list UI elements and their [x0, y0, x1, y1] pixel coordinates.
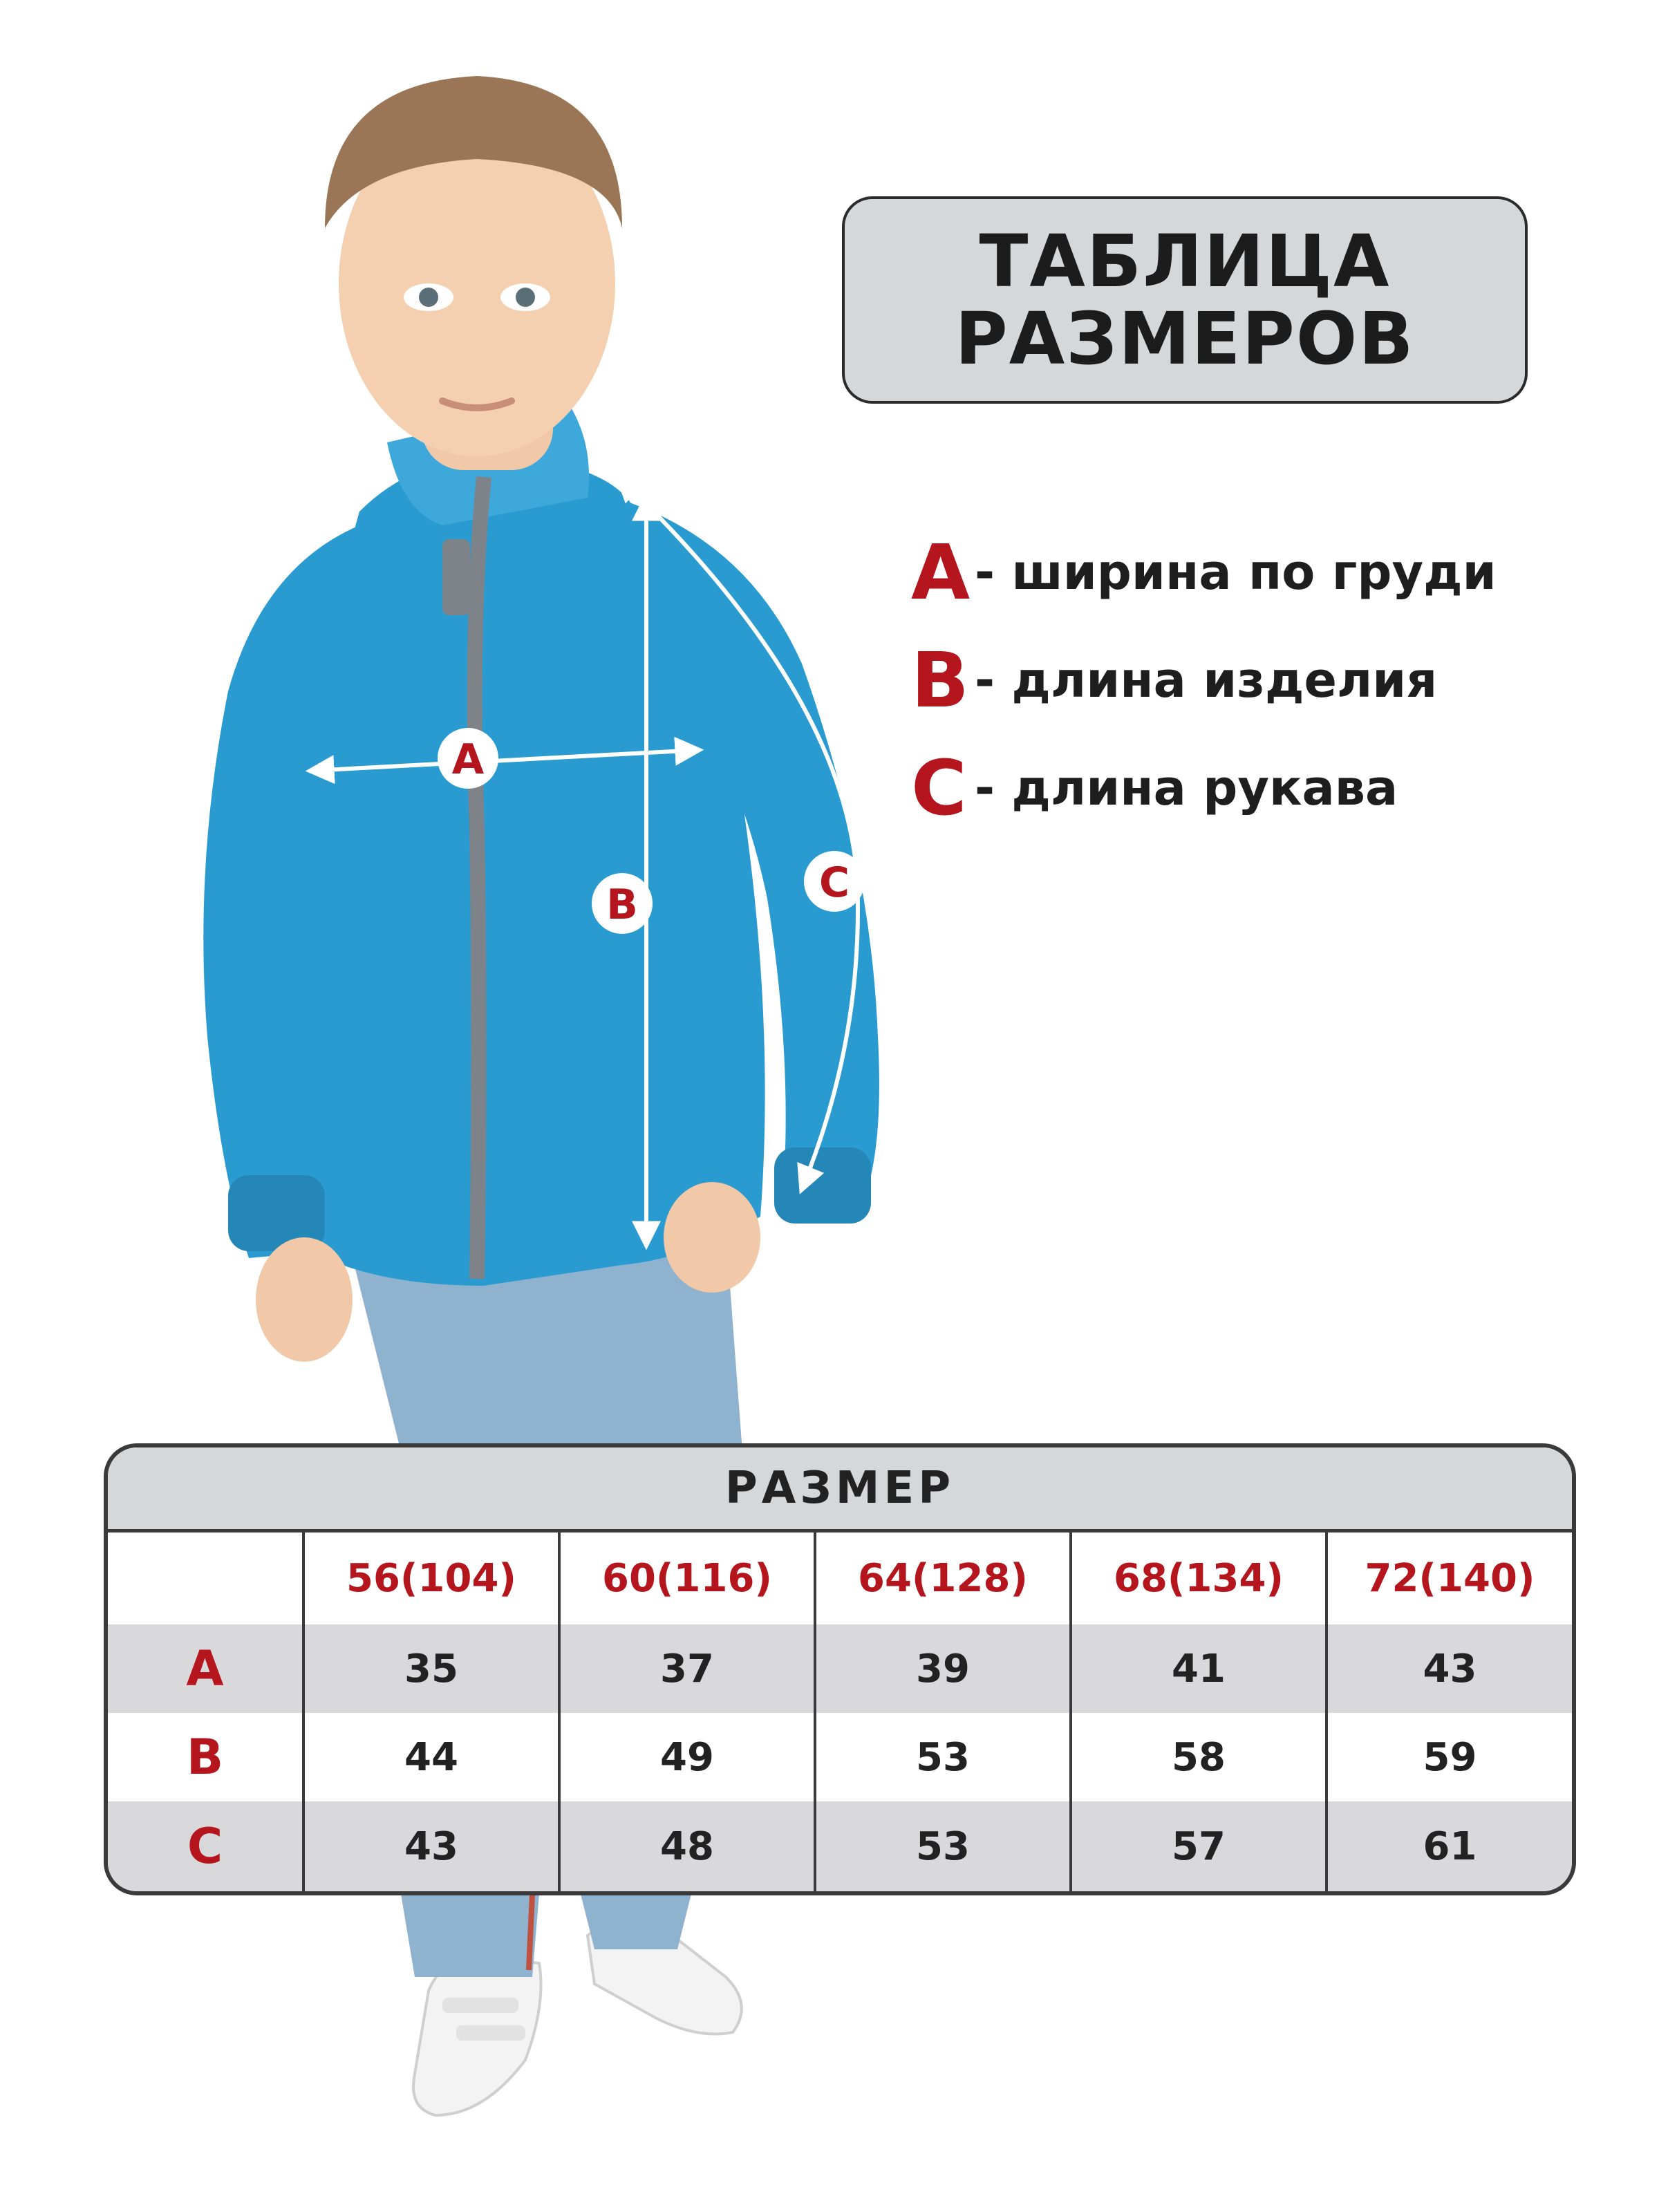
title-box	[842, 196, 1528, 404]
legend-letter-b: B	[911, 636, 969, 724]
legend-item-b	[911, 626, 1602, 734]
table-cell: 35	[302, 1624, 558, 1713]
table-cell: 48	[558, 1801, 814, 1891]
table-cell: 58	[1069, 1713, 1325, 1801]
table-cell: 53	[814, 1713, 1069, 1801]
table-header	[108, 1447, 1572, 1533]
table-header-label: РАЗМЕР	[724, 1463, 955, 1514]
table-cell: 41	[1069, 1624, 1325, 1713]
head	[325, 76, 622, 470]
legend-item-c	[911, 734, 1602, 842]
marker-c	[804, 851, 865, 912]
size-header-cell: 64(128)	[814, 1533, 1069, 1624]
legend-letter-c: C	[911, 744, 967, 832]
table-cell: 39	[814, 1624, 1069, 1713]
row-label-a: A	[108, 1624, 302, 1713]
table-cell: 57	[1069, 1801, 1325, 1891]
size-header-cell: 60(116)	[558, 1533, 814, 1624]
row-label-c: C	[108, 1801, 302, 1891]
table-cell: 43	[302, 1801, 558, 1891]
title-line-1: ТАБЛИЦА	[979, 219, 1391, 303]
title-line-2: РАЗМЕРОВ	[955, 297, 1415, 381]
table-cell: 43	[1325, 1624, 1572, 1713]
marker-b-letter: B	[606, 881, 638, 929]
legend-letter-a: A	[911, 528, 971, 617]
table-cell: 53	[814, 1801, 1069, 1891]
table-cell: 44	[302, 1713, 558, 1801]
marker-b	[592, 873, 653, 934]
table-cell: 37	[558, 1624, 814, 1713]
row-label-b: B	[186, 1729, 224, 1785]
legend-item-a	[911, 518, 1602, 626]
legend-text-b: - длина изделия	[975, 652, 1438, 709]
table-grid	[108, 1533, 1572, 1891]
table-cell: 59	[1325, 1713, 1572, 1801]
legend-text-a: - ширина по груди	[975, 544, 1497, 601]
table-cell: 61	[1325, 1801, 1572, 1891]
size-table	[104, 1443, 1576, 1895]
marker-c-letter: C	[818, 859, 850, 907]
measurement-legend	[911, 518, 1602, 842]
marker-a	[438, 728, 498, 789]
corner-cell	[108, 1533, 302, 1624]
size-header-cell: 56(104)	[302, 1533, 558, 1624]
legend-text-c: - длина рукава	[975, 760, 1398, 816]
size-header-cell: 68(134)	[1069, 1533, 1325, 1624]
jacket	[203, 401, 879, 1286]
table-cell: 49	[558, 1713, 814, 1801]
marker-a-letter: A	[451, 735, 485, 784]
size-header-cell: 72(140)	[1325, 1533, 1572, 1624]
